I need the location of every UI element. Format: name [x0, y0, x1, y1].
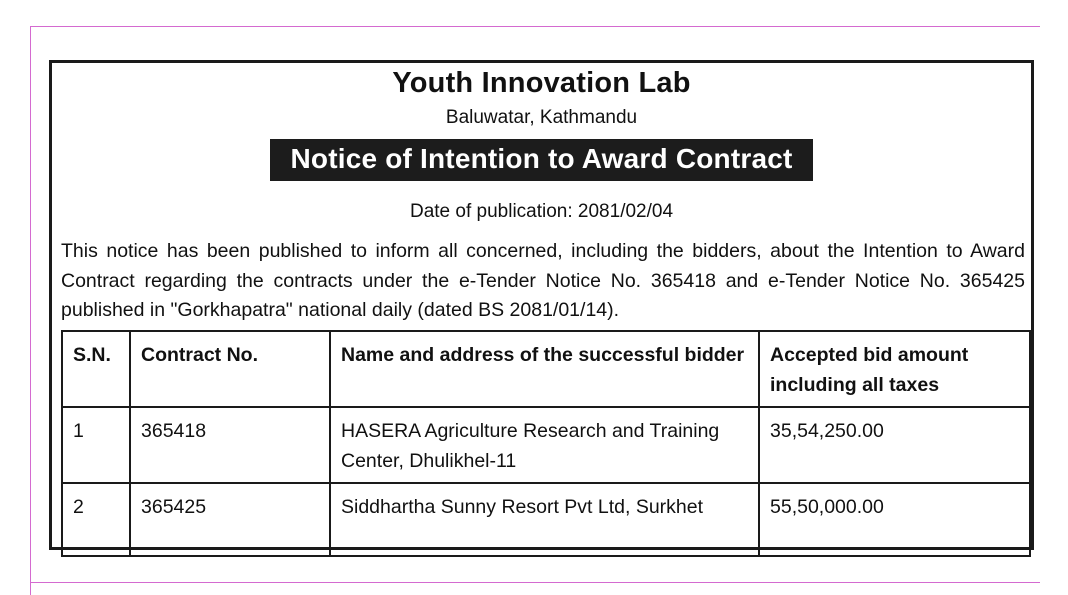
cell-contract-no: 365418 — [130, 407, 330, 483]
crop-guide-bottom — [30, 582, 1040, 583]
cell-sn: 1 — [62, 407, 130, 483]
table-header-row — [62, 331, 1030, 407]
award-table — [61, 330, 1031, 557]
table-row — [62, 407, 1030, 483]
notice-body: This notice has been published to inform all concerned, including the bidders, about the Intention to Award Contract regarding the contracts under the e-Tender Notice No. 365418 and e-Tender Notice No. 365425 published in "Gorkhapatra" national daily (dated BS 2081/01/14). — [61, 240, 1025, 321]
organization-address: Baluwatar, Kathmandu — [445, 107, 638, 128]
crop-guide-top — [30, 26, 1040, 27]
header-bidder: Name and address of the successful bidder — [330, 331, 759, 407]
cell-contract-no: 365425 — [130, 483, 330, 556]
cell-bidder: HASERA Agriculture Research and Training Center, Dhulikhel-11 — [330, 407, 759, 483]
cell-amount: 35,54,250.00 — [759, 407, 1030, 483]
notice-title: Notice of Intention to Award Contract — [270, 139, 812, 181]
notice-box — [49, 60, 1034, 550]
header-sn: S.N. — [62, 331, 130, 407]
organization-name: Youth Innovation Lab — [392, 67, 691, 99]
publication-date: Date of publication: 2081/02/04 — [409, 201, 674, 222]
crop-guide-left — [30, 26, 31, 595]
cell-bidder: Siddhartha Sunny Resort Pvt Ltd, Surkhet — [330, 483, 759, 556]
title-banner-wrap — [52, 139, 1031, 181]
cell-sn: 2 — [62, 483, 130, 556]
header-contract-no: Contract No. — [130, 331, 330, 407]
header-amount: Accepted bid amount including all taxes — [759, 331, 1030, 407]
cell-amount: 55,50,000.00 — [759, 483, 1030, 556]
table-row — [62, 483, 1030, 556]
